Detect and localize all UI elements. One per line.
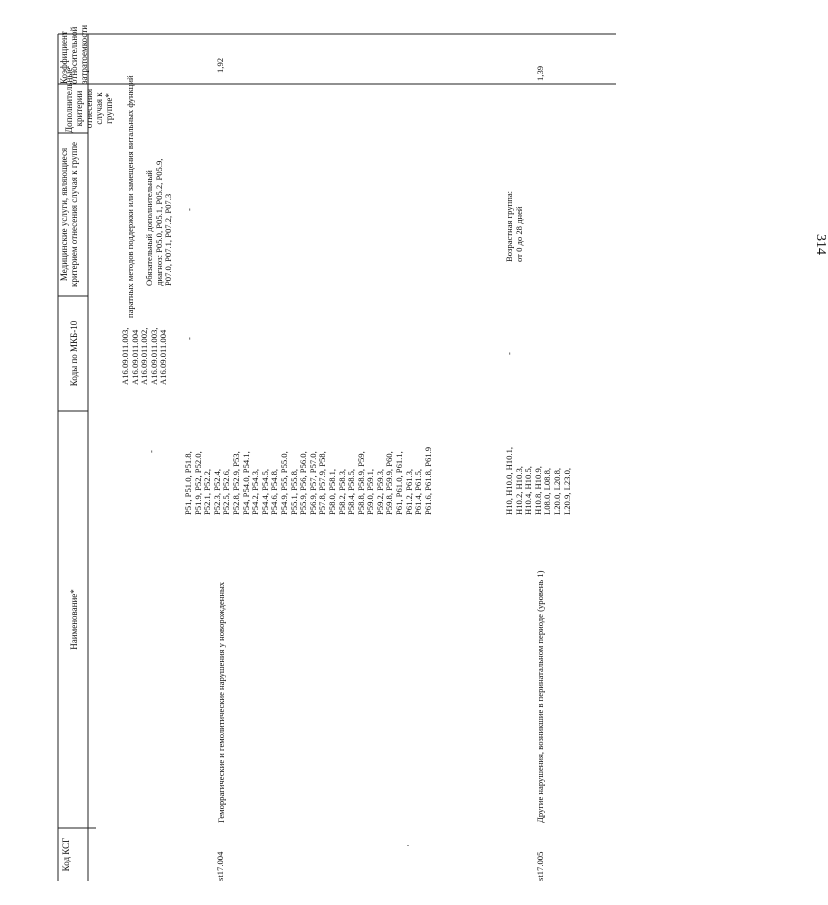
- row3-name: Другие нарушения, возникшие в перинатальном периоде (уровень 1): [535, 570, 545, 823]
- mkb-code-line: P54.6, P54.8,: [269, 468, 280, 515]
- header-criteria: Дополнительные критерии отнесения случая к группе*: [64, 67, 114, 133]
- header-name: Наименование*: [69, 589, 79, 650]
- mkb-code-line: P55.1, P55.8,: [288, 468, 299, 515]
- mkb-code-line: P57.8, P57.9, P58,: [317, 451, 328, 515]
- row3-services: -: [504, 352, 514, 355]
- header-code: Код КСГ: [61, 837, 71, 872]
- row2-mkb-list: [183, 285, 433, 515]
- scan-speck: [407, 845, 409, 846]
- row2-coef: 1,92: [215, 57, 225, 73]
- criteria-line: Обязательный дополнительный: [144, 170, 154, 286]
- criteria-line: P07.0, P07.1, P07.2, P07.3: [163, 193, 174, 286]
- row2-services: -: [184, 337, 194, 340]
- mkb-code-line: P54, P54.0, P54.1,: [240, 451, 251, 515]
- mkb-code-line: P58.4, P58.5,: [346, 468, 357, 515]
- mkb-code-line: P51, P51.0, P51.8,: [183, 451, 193, 515]
- criteria-line: диагноз: P05.0, P05.1, P05.2, P05.9,: [153, 158, 164, 286]
- mkb-code-line: P55.9, P56, P56.0,: [298, 451, 309, 515]
- header-mkb: Коды по МКБ-10: [69, 320, 79, 387]
- header-services: Медицинские услуги, являющиеся критерием отнесения случая к группе: [59, 141, 79, 288]
- mkb-code-line: P54.4, P54.5,: [259, 468, 270, 515]
- mkb-code-line: L20.9, L23.0,: [561, 467, 572, 515]
- mkb-code-line: P51.9, P52, P52.0,: [192, 451, 203, 515]
- mkb-code-line: P54.9, P55, P55.0,: [278, 451, 289, 515]
- criteria-line: от 0 до 28 дней: [513, 206, 524, 262]
- mkb-code-line: P61.2, P61.3,: [403, 468, 414, 515]
- mkb-code-line: P61.4, P61.5,: [413, 468, 424, 515]
- row1-services-list: [121, 305, 181, 385]
- mkb-code-line: P52.5, P52.6,: [221, 468, 232, 515]
- mkb-code-line: H10.4, H10.5,: [523, 466, 534, 515]
- row3-mkb-list: [505, 415, 575, 515]
- row2-code: st17.004: [215, 851, 225, 881]
- mkb-code-line: P58.8, P58.9, P59,: [355, 451, 366, 515]
- mkb-code-line: P61.6, P61.8, P61.9: [422, 446, 433, 515]
- mkb-code-line: H10.8, H10.9,: [532, 466, 543, 515]
- service-code-line: A16.09.011.004: [129, 329, 140, 385]
- row2-name: Геморрагические и гемолитические нарушения у новорожденных: [216, 581, 226, 823]
- service-code-line: A16.09.011.002,: [139, 327, 150, 385]
- mkb-code-line: P58.2, P58.3,: [336, 468, 347, 515]
- header-coef: Коэффициент относительной затратоемкости: [59, 24, 89, 84]
- mkb-code-line: P52.8, P52.9, P53,: [230, 451, 241, 515]
- mkb-code-line: P52.3, P52.4,: [211, 468, 222, 515]
- row2-criteria: -: [184, 208, 194, 211]
- mkb-code-line: P59.0, P59.1,: [365, 468, 376, 515]
- mkb-code-line: P59.2, P59.3,: [374, 468, 385, 515]
- mkb-code-line: P59.8, P59.9, P60,: [384, 451, 395, 515]
- mkb-code-line: P54.2, P54.3,: [250, 468, 261, 515]
- mkb-code-line: L20.0, L20.8,: [551, 467, 562, 515]
- service-code-line: A16.09.011.003,: [120, 327, 130, 385]
- mkb-code-line: H10, H10.0, H10.1,: [504, 446, 514, 515]
- mkb-code-line: L08.0, L08.8,: [542, 467, 553, 515]
- row1-name-text: паратных методов поддержки или замещения витальных функций: [125, 75, 135, 318]
- row3-criteria-list: [505, 162, 535, 262]
- mkb-code-line: P52.1, P52.2,: [202, 468, 213, 515]
- mkb-code-line: P58.0, P58.1,: [326, 468, 337, 515]
- criteria-line: Возрастная группа:: [504, 190, 514, 262]
- mkb-code-line: P61, P61.0, P61.1,: [394, 451, 405, 515]
- service-code-line: A16.09.011.004: [158, 329, 169, 385]
- mkb-code-line: H10.2, H10.3,: [513, 466, 524, 515]
- mkb-code-line: P56.9, P57, P57.0,: [307, 451, 318, 515]
- row3-coef: 1,39: [535, 65, 545, 81]
- page-number: 314: [813, 234, 828, 255]
- row1-criteria-list: [145, 146, 185, 286]
- row1-mkb: -: [146, 450, 156, 453]
- service-code-line: A16.09.011.003,: [148, 327, 159, 385]
- row3-code: st17.005: [535, 851, 545, 881]
